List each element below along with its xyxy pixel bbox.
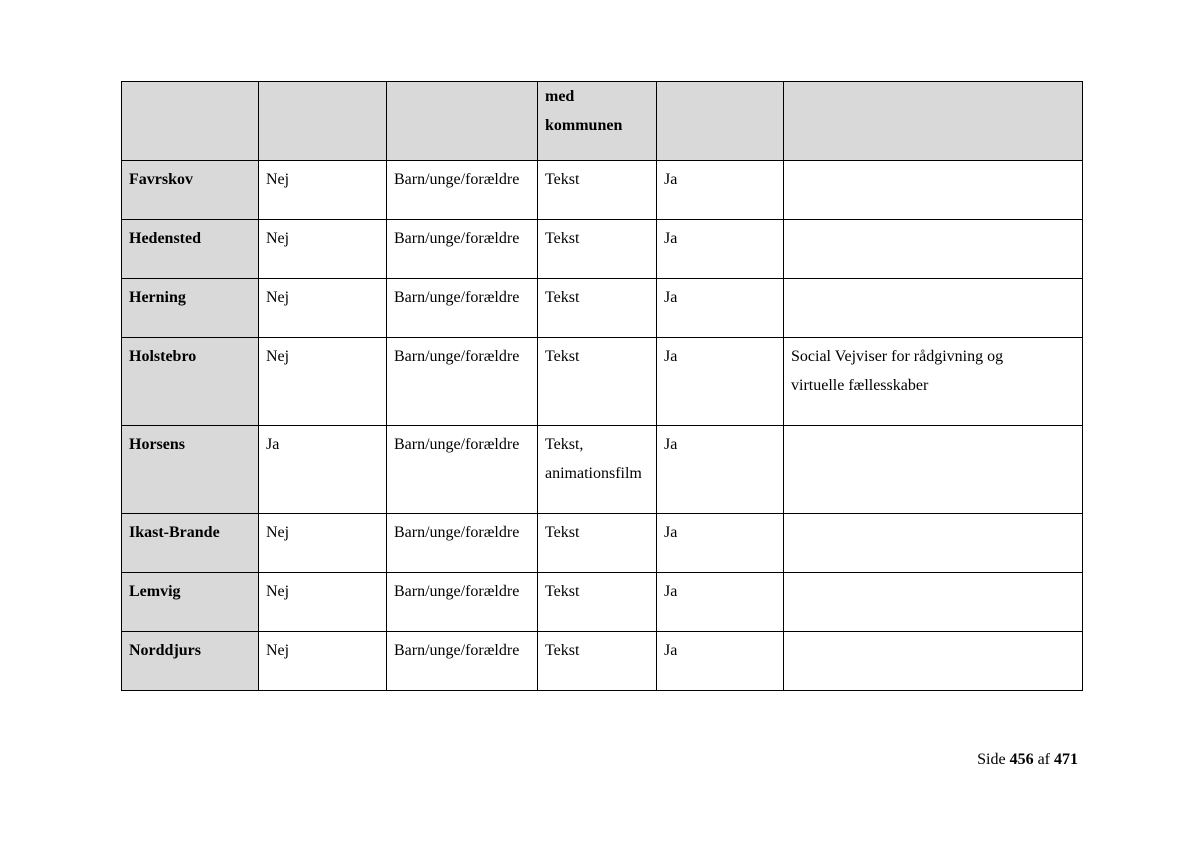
cell-col4-text: Tekst xyxy=(545,289,580,306)
municipality-cell-text: Holstebro xyxy=(129,348,197,365)
footer-prefix: Side xyxy=(977,751,1006,768)
cell-col4 xyxy=(538,573,657,632)
cell-col5-text: Ja xyxy=(664,289,678,306)
cell-col2 xyxy=(259,220,387,279)
table-row xyxy=(122,514,1083,573)
header-cell-4-line2: kommunen xyxy=(545,117,623,134)
header-cell-1 xyxy=(122,82,259,161)
cell-col5-text: Ja xyxy=(664,171,678,188)
cell-col6 xyxy=(784,161,1083,220)
cell-col2 xyxy=(259,573,387,632)
cell-col5 xyxy=(657,161,784,220)
municipality-table xyxy=(121,81,1083,691)
footer-total-pages: 471 xyxy=(1054,751,1078,768)
municipality-cell xyxy=(122,161,259,220)
cell-col5 xyxy=(657,220,784,279)
cell-col6 xyxy=(784,426,1083,514)
cell-col4-text: Tekst, xyxy=(545,436,584,453)
cell-col3-text: Barn/unge/forældre xyxy=(394,436,520,453)
cell-col5-text: Ja xyxy=(664,436,678,453)
municipality-cell xyxy=(122,279,259,338)
municipality-cell-text: Favrskov xyxy=(129,171,193,188)
cell-col6 xyxy=(784,220,1083,279)
cell-col4-text: Tekst xyxy=(545,348,580,365)
cell-col2 xyxy=(259,632,387,691)
cell-col4 xyxy=(538,161,657,220)
cell-col6 xyxy=(784,279,1083,338)
header-cell-3 xyxy=(387,82,538,161)
cell-col4 xyxy=(538,279,657,338)
cell-col4-text: Tekst xyxy=(545,642,580,659)
cell-col3-text: Barn/unge/forældre xyxy=(394,171,520,188)
header-cell-2 xyxy=(259,82,387,161)
cell-col5-text: Ja xyxy=(664,524,678,541)
cell-col6 xyxy=(784,338,1083,426)
cell-col3 xyxy=(387,514,538,573)
municipality-cell-text: Horsens xyxy=(129,436,185,453)
municipality-cell-text: Hedensted xyxy=(129,230,201,247)
cell-col2-text: Nej xyxy=(266,583,290,600)
cell-col5-text: Ja xyxy=(664,348,678,365)
cell-col5 xyxy=(657,279,784,338)
cell-col4-text: Tekst xyxy=(545,524,580,541)
cell-col3-text: Barn/unge/forældre xyxy=(394,642,520,659)
cell-col2-text: Ja xyxy=(266,436,280,453)
cell-col3-text: Barn/unge/forældre xyxy=(394,583,520,600)
cell-col2-text: Nej xyxy=(266,230,290,247)
cell-col4 xyxy=(538,632,657,691)
cell-col6-text: Social Vejviser for rådgivning og xyxy=(791,348,1004,365)
municipality-cell xyxy=(122,338,259,426)
cell-col2-text: Nej xyxy=(266,171,290,188)
cell-col2 xyxy=(259,279,387,338)
municipality-cell xyxy=(122,632,259,691)
municipality-cell-text: Lemvig xyxy=(129,583,181,600)
cell-col2-text: Nej xyxy=(266,642,290,659)
cell-col5-text: Ja xyxy=(664,583,678,600)
cell-col3 xyxy=(387,426,538,514)
table-row xyxy=(122,161,1083,220)
municipality-cell xyxy=(122,514,259,573)
cell-col5 xyxy=(657,338,784,426)
cell-col6-text: virtuelle fællesskaber xyxy=(791,377,929,394)
table-row xyxy=(122,338,1083,426)
municipality-cell xyxy=(122,220,259,279)
cell-col5 xyxy=(657,573,784,632)
cell-col3 xyxy=(387,220,538,279)
cell-col3-text: Barn/unge/forældre xyxy=(394,230,520,247)
cell-col3-text: Barn/unge/forældre xyxy=(394,524,520,541)
cell-col3 xyxy=(387,338,538,426)
cell-col2 xyxy=(259,338,387,426)
cell-col2-text: Nej xyxy=(266,524,290,541)
cell-col4 xyxy=(538,338,657,426)
cell-col6 xyxy=(784,632,1083,691)
cell-col2-text: Nej xyxy=(266,289,290,306)
cell-col3-text: Barn/unge/forældre xyxy=(394,289,520,306)
header-cell-4-line1: med xyxy=(545,88,575,105)
cell-col2-text: Nej xyxy=(266,348,290,365)
cell-col5 xyxy=(657,426,784,514)
cell-col3-text: Barn/unge/forældre xyxy=(394,348,520,365)
cell-col3 xyxy=(387,279,538,338)
table-row xyxy=(122,426,1083,514)
cell-col3 xyxy=(387,632,538,691)
cell-col4 xyxy=(538,426,657,514)
cell-col4 xyxy=(538,514,657,573)
municipality-cell xyxy=(122,573,259,632)
cell-col4-text: Tekst xyxy=(545,230,580,247)
header-cell-5 xyxy=(657,82,784,161)
table-row xyxy=(122,632,1083,691)
cell-col5-text: Ja xyxy=(664,642,678,659)
municipality-cell-text: Ikast-Brande xyxy=(129,524,220,541)
table-row xyxy=(122,573,1083,632)
cell-col5 xyxy=(657,632,784,691)
cell-col4-text: Tekst xyxy=(545,171,580,188)
cell-col3 xyxy=(387,573,538,632)
header-cell-4 xyxy=(538,82,657,161)
cell-col2 xyxy=(259,514,387,573)
header-cell-6 xyxy=(784,82,1083,161)
page-footer xyxy=(977,746,1078,774)
municipality-cell xyxy=(122,426,259,514)
table-row xyxy=(122,279,1083,338)
cell-col5-text: Ja xyxy=(664,230,678,247)
table-row xyxy=(122,220,1083,279)
table-header-row xyxy=(122,82,1083,161)
footer-page-number: 456 xyxy=(1009,751,1034,768)
footer-middle: af xyxy=(1037,751,1050,768)
cell-col4-text: Tekst xyxy=(545,583,580,600)
cell-col5 xyxy=(657,514,784,573)
cell-col4 xyxy=(538,220,657,279)
cell-col4-text: animationsfilm xyxy=(545,465,642,482)
cell-col6 xyxy=(784,514,1083,573)
municipality-cell-text: Herning xyxy=(129,289,186,306)
cell-col2 xyxy=(259,161,387,220)
municipality-cell-text: Norddjurs xyxy=(129,642,202,659)
cell-col2 xyxy=(259,426,387,514)
cell-col6 xyxy=(784,573,1083,632)
cell-col3 xyxy=(387,161,538,220)
